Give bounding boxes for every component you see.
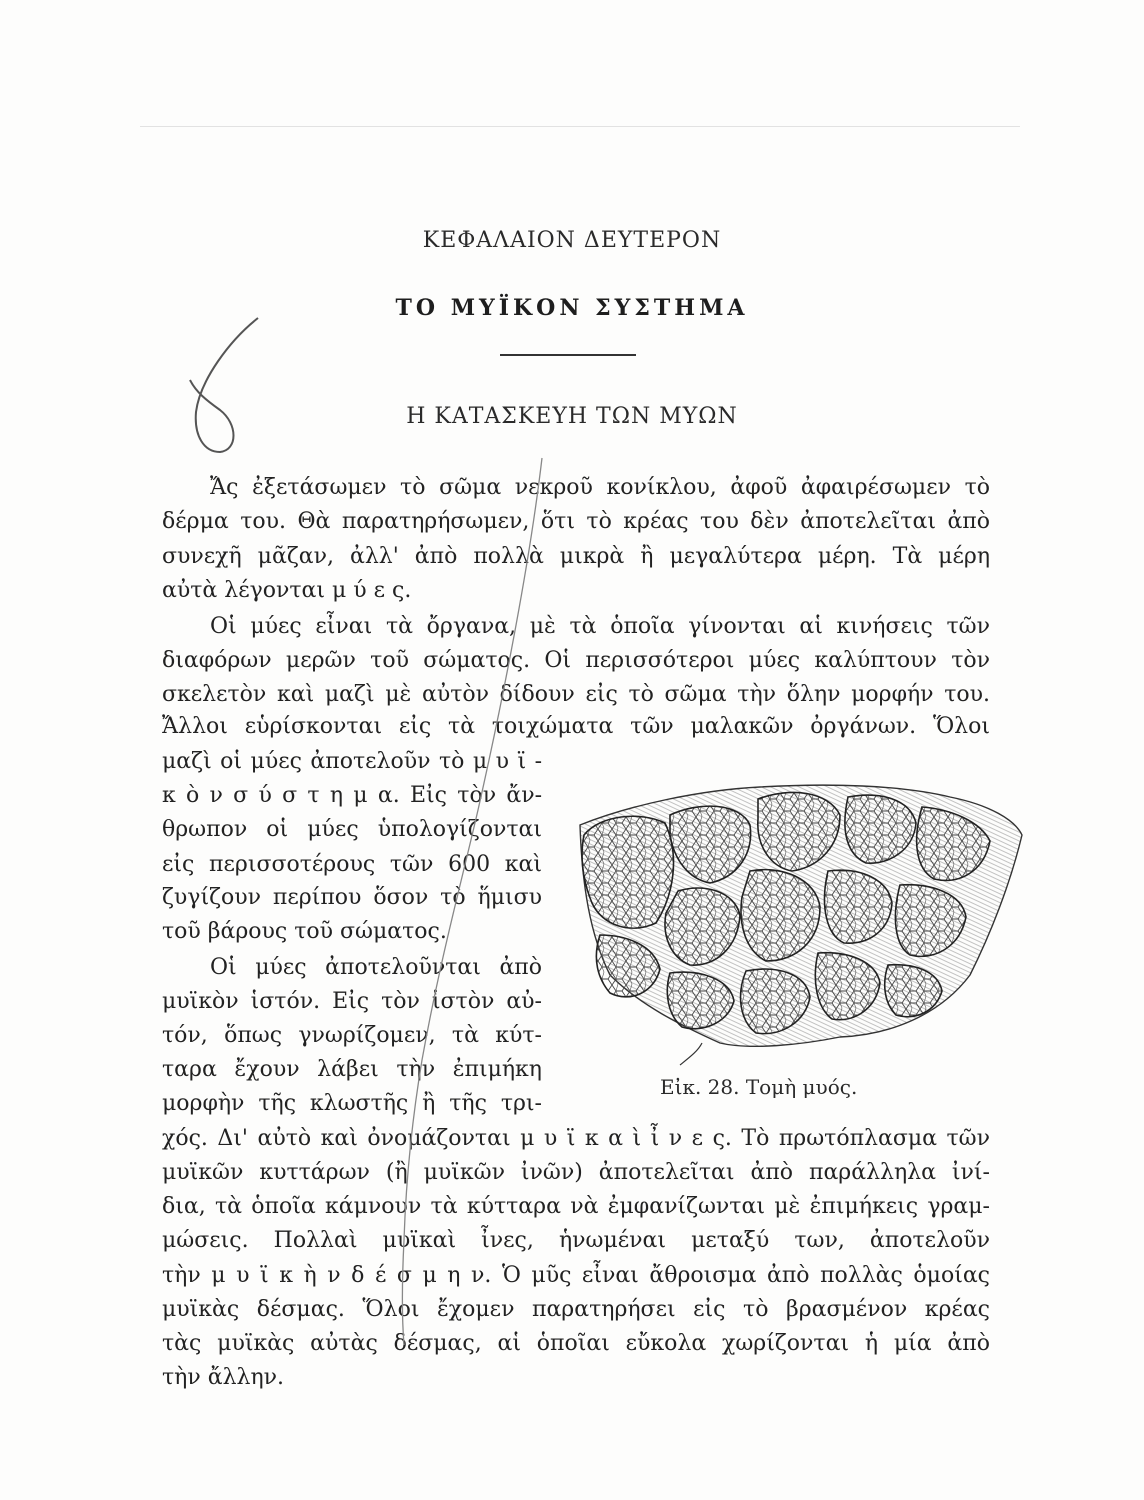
text-line: σκελετὸν καὶ μαζὶ μὲ αὐτὸν δίδουν εἰς τὸ σῶμα τὴν ὅλην μορφήν του. (162, 682, 990, 707)
muscle-cross-section-illustration (570, 775, 1030, 1075)
text-line: διαφόρων μερῶν τοῦ σώματος. Οἱ περισσότεροι μύες καλύπτουν τὸν (162, 648, 990, 673)
text-line: συνεχῆ μᾶζαν, ἀλλ' ἀπὸ πολλὰ μικρὰ ἢ μεγαλύτερα μέρη. Τὰ μέρη (162, 544, 990, 569)
text-line: τὰς μυϊκὰς αὐτὰς δέσμας, αἱ ὁποῖαι εὔκολα χωρίζονται ἡ μία ἀπὸ (162, 1331, 990, 1356)
text-line: θρωπον οἱ μύες ὑπολογίζονται (162, 817, 542, 842)
text-line: Οἱ μύες ἀποτελοῦνται ἀπὸ (210, 955, 542, 980)
text-line: Οἱ μύες εἶναι τὰ ὄργανα, μὲ τὰ ὁποῖα γίνονται αἱ κινήσεις τῶν (210, 614, 990, 639)
figure-caption: Εἰκ. 28. Τομὴ μυός. (660, 1075, 858, 1099)
text-line: χός. Δι' αὐτὸ καὶ ὀνομάζονται μ υ ϊ κ α ὶ ἶ ν ε ς. Τὸ πρωτόπλασμα τῶν (162, 1126, 990, 1151)
text-line: τὴν μ υ ϊ κ ὴ ν δ έ σ μ η ν. Ὁ μῦς εἶναι ἄθροισμα ἀπὸ πολλὰς ὁμοίας (162, 1263, 990, 1288)
text-line: μορφὴν τῆς κλωστῆς ἢ τῆς τρι- (162, 1091, 542, 1116)
text-line: δια, τὰ ὁποῖα κάμνουν τὰ κύτταρα νὰ ἐμφανίζωνται μὲ ἐπιμήκεις γραμ- (162, 1194, 990, 1219)
section-heading: Η ΚΑΤΑΣΚΕΥΗ ΤΩΝ ΜΥΩΝ (406, 404, 738, 429)
text-line: μώσεις. Πολλαὶ μυϊκαὶ ἶνες, ἡνωμέναι μεταξύ των, ἀποτελοῦν (162, 1228, 990, 1253)
text-line: εἰς περισσοτέρους τῶν 600 καὶ (162, 852, 542, 877)
text-line: τὴν ἄλλην. (162, 1365, 285, 1390)
text-line: τοῦ βάρους τοῦ σώματος. (162, 919, 447, 944)
text-line: μυϊκὰς δέσμας. Ὅλοι ἔχομεν παρατηρήσει εἰς τὸ βρασμένον κρέας (162, 1297, 990, 1322)
text-line: μυϊκῶν κυττάρων (ἢ μυϊκῶν ἰνῶν) ἀποτελεῖται ἀπὸ παράλληλα ἰνί- (162, 1160, 990, 1185)
title-rule (500, 354, 636, 356)
text-line: δέρμα του. Θὰ παρατηρήσωμεν, ὅτι τὸ κρέας του δὲν ἀποτελεῖται ἀπὸ (162, 509, 990, 534)
text-line: μαζὶ οἱ μύες ἀποτελοῦν τὸ μ υ ϊ - (162, 749, 542, 774)
text-line: ζυγίζουν περίπου ὅσον τὸ ἥμισυ (162, 885, 542, 910)
chapter-title: ΤΟ ΜΥΪΚΟΝ ΣΥΣΤΗΜΑ (395, 295, 749, 321)
text-line: μυϊκὸν ἱστόν. Εἰς τὸν ἱστὸν αὐ- (162, 989, 542, 1014)
bleed-through-header-rule (140, 104, 1020, 127)
text-line: κ ὸ ν σ ύ σ τ η μ α. Εἰς τὸν ἄν- (162, 783, 542, 808)
chapter-heading: ΚΕΦΑΛΑΙΟΝ ΔΕΥΤΕΡΟΝ (422, 228, 722, 253)
text-line: ταρα ἔχουν λάβει τὴν ἐπιμήκη (162, 1057, 542, 1082)
text-line: Ἄς ἐξετάσωμεν τὸ σῶμα νεκροῦ κονίκλου, ἀφοῦ ἀφαιρέσωμεν τὸ (210, 475, 990, 500)
text-line: αὐτὰ λέγονται μ ύ ε ς. (162, 578, 412, 603)
text-line: Ἄλλοι εὑρίσκονται εἰς τὰ τοιχώματα τῶν μαλακῶν ὀργάνων. Ὅλοι (162, 714, 990, 739)
text-line: τόν, ὅπως γνωρίζομεν, τὰ κύτ- (162, 1023, 542, 1048)
